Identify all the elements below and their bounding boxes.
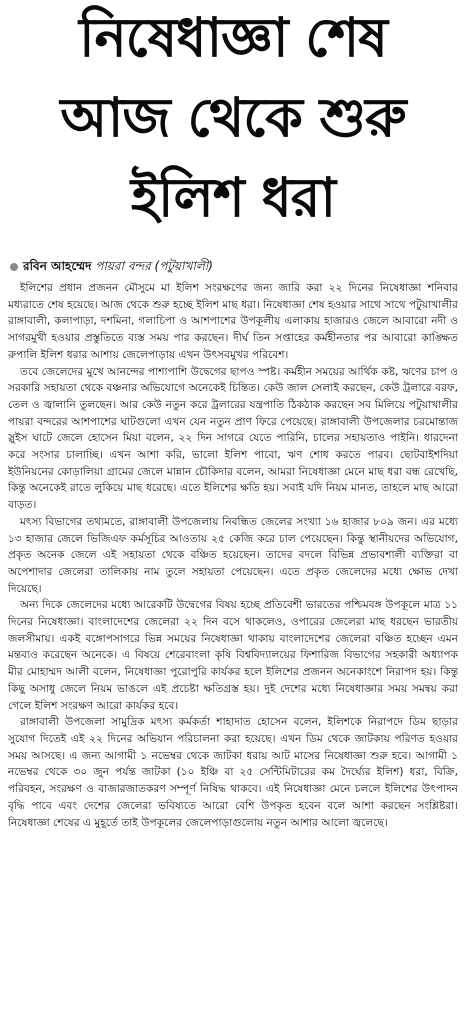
- paragraph: অন্য দিকে জেলেদের মধ্যে আরেকটি উদ্বেগের বিষয় হচ্ছে প্রতিবেশী ভারতের পশ্চিমবঙ্গ উপকূলে মাত্র ১১ দিনের নিষেধাজ্ঞা। বাংলাদেশের জেলেরা ২২ দিন বসে থাকলেও, ওপারের জেলেরা মাছ ধরছেন ভারতীয় জলসীমায়। একই বঙ্গোপসাগরে ভিন্ন সময়ের নিষেধাজ্ঞা থাকায় বাংলাদেশের জেলেরা বঞ্চিত হচ্ছেন এমন মন্তব্যও করেছেন অনেকে। এ বিষয়ে শেরেবাংলা কৃষি বিশ্ববিদ্যালয়ের ফিশারিজ বিভাগের সহকারী অধ্যাপক মীর মোহাম্মদ আলী বলেন, নিষেধাজ্ঞা পুরোপুরি কার্যকর হলে ইলিশের প্রজনন অনেকাংশে নিরাপদ হয়। কিন্তু কিছু অসাধু জেলে নিয়ম ভাঙলে এই প্রচেষ্টা ক্ষতিগ্রস্ত হয়। দুই দেশের মধ্যে নিষেধাজ্ঞার সময় সমন্বয় করা গেলে ইলিশ সংরক্ষণ আরো কার্যকর হবে।: [8, 599, 458, 712]
- article-body: [8, 280, 458, 831]
- author-name: রবিন আহম্মেদ: [23, 259, 92, 273]
- bullet-icon: [10, 263, 18, 271]
- paragraph: ইলিশের প্রধান প্রজনন মৌসুমে মা ইলিশ সংরক্ষণের জন্য জারি করা ২২ দিনের নিষেধাজ্ঞা শনিবার মধ্যরাতে শেষ হয়েছে। আজ থেকে শুরু হচ্ছে ইলিশ মাছ ধরা। নিষেধাজ্ঞা শেষ হওয়ার সাথে সাথে পটুয়াখালীর রাঙ্গাবালী, কলাপাড়া, দশমিনা, গলাচিপা ও আশপাশের উপকূলীয় এলাকায় হাজারও জেলে আবারো নদী ও সাগরমুখী হওয়ার প্রস্তুতিতে ব্যস্ত সময় পার করছেন। দীর্ঘ তিন সপ্তাহের কর্মহীনতার পর আবারো কাঙ্ক্ষিত রুপালি ইলিশ ধরার আশায় জেলেপাড়ায় এখন উৎসবমুখর পরিবেশ।: [8, 282, 458, 361]
- dateline-location: পায়রা বন্দর (পটুয়াখালী): [95, 259, 213, 273]
- paragraph: মৎস্য বিভাগের তথ্যমতে, রাঙ্গাবালী উপজেলায় নিবন্ধিত জেলের সংখ্যা ১৬ হাজার ৮০৯ জন। এর মধ্যে ১৩ হাজার জেলে ভিজিএফ কর্মসূচির আওতায় ২৫ কেজি করে চাল পেয়েছেন। কিন্তু স্থানীয়দের অভিযোগ, প্রকৃত অনেক জেলে এই সহায়তা থেকে বঞ্চিত হয়েছেন। তাদের বদলে বিভিন্ন প্রভাবশালী ব্যক্তিরা বা অপেশাদার জেলেরা তালিকায় নাম তুলে সহায়তা পেয়েছেন। এতে প্রকৃত জেলেদের মধ্যে ক্ষোভ দেখা দিয়েছে।: [8, 515, 458, 595]
- paragraph: রাঙ্গাবালী উপজেলা সামুদ্রিক মৎস্য কর্মকর্তা শাহাদাত হোসেন বলেন, ইলিশকে নিরাপদে ডিম ছাড়ার সুযোগ দিতেই এই ২২ দিনের অভিযান পরিচালনা করা হয়েছে। এখন ডিম থেকে জাটকায় পরিণত হওয়ার সময় আসছে। এ জন্য আগামী ১ নভেম্বর থেকে জাটকা ধরায় আট মাসের নিষেধাজ্ঞা শুরু হবে। আগামী ১ নভেম্বর থেকে ৩০ জুন পর্যন্ত জাটকা (১০ ইঞ্চি বা ২৫ সেন্টিমিটারের কম দৈর্ঘ্যের ইলিশ) ধরা, বিক্রি, পরিবহন, সংরক্ষণ ও বাজারজাতকরণ সম্পূর্ণ নিষিদ্ধ থাকবে। এই নিষেধাজ্ঞা মেনে চললে ইলিশের উৎপাদন বৃদ্ধি পাবে এবং দেশের জেলেরা ভবিষ্যতে আরো বেশি উপকৃত হবেন বলে আশা করছেন সংশ্লিষ্টরা। নিষেধাজ্ঞা শেষের এ মুহূর্তে তাই উপকূলের জেলেপাড়াগুলোয় নতুন আশার আলো জ্বলেছে।: [8, 716, 458, 829]
- headline-line-1: নিষেধাজ্ঞা শেষ: [79, 6, 387, 69]
- paragraph: তবে জেলেদের মুখে আনন্দের পাশাপাশি উদ্বেগের ছাপও স্পষ্ট। কর্মহীন সময়ের আর্থিক কষ্ট, ঋণের চাপ ও সরকারি সহায়তা থেকে বঞ্চনার অভিযোগে অনেকেই চিন্তিত। কেউ জাল সেলাই করছেন, কেউ ট্রলারে বরফ, তেল ও জ্বালানি তুলছেন। আর কেউ নতুন করে ট্রলারের যন্ত্রপাতি ঠিকঠাক করছেন সব মিলিয়ে পটুয়াখালীর পায়রা বন্দরের আশপাশের ঘাটগুলো এখন যেন নতুন প্রাণ ফিরে পেয়েছে। রাঙ্গাবালী উপজেলার চরমোন্তাজ স্লুইস ঘাটে জেলে হোসেন মিয়া বলেন, ২২ দিন সাগরে যেতে পারিনি, চালের সহায়তাও পাইনি। ধারদেনা করে সংসার চালাচ্ছি। এখন আশা করি, ভালো ইলিশ পাবো, ঋণ শোধ করতে পারব। ছোটবাইশদিয়া ইউনিয়নের কোড়ালিয়া গ্রামের জেলে মান্নান চৌকিদার বলেন, আমরা নিষেধাজ্ঞা মেনে মাছ ধরা বন্ধ রেখেছি, কিন্তু অনেকেই রাতে লুকিয়ে মাছ ধরেছে। এতে ইলিশের ক্ষতি হয়। সবাই যদি নিয়ম মানত, তাহলে মাছ আরো বাড়ত।: [8, 365, 458, 512]
- headline-line-2: আজ থেকে শুরু: [60, 86, 406, 149]
- byline: [10, 258, 213, 274]
- headline-line-3: ইলিশ ধরা: [130, 166, 336, 229]
